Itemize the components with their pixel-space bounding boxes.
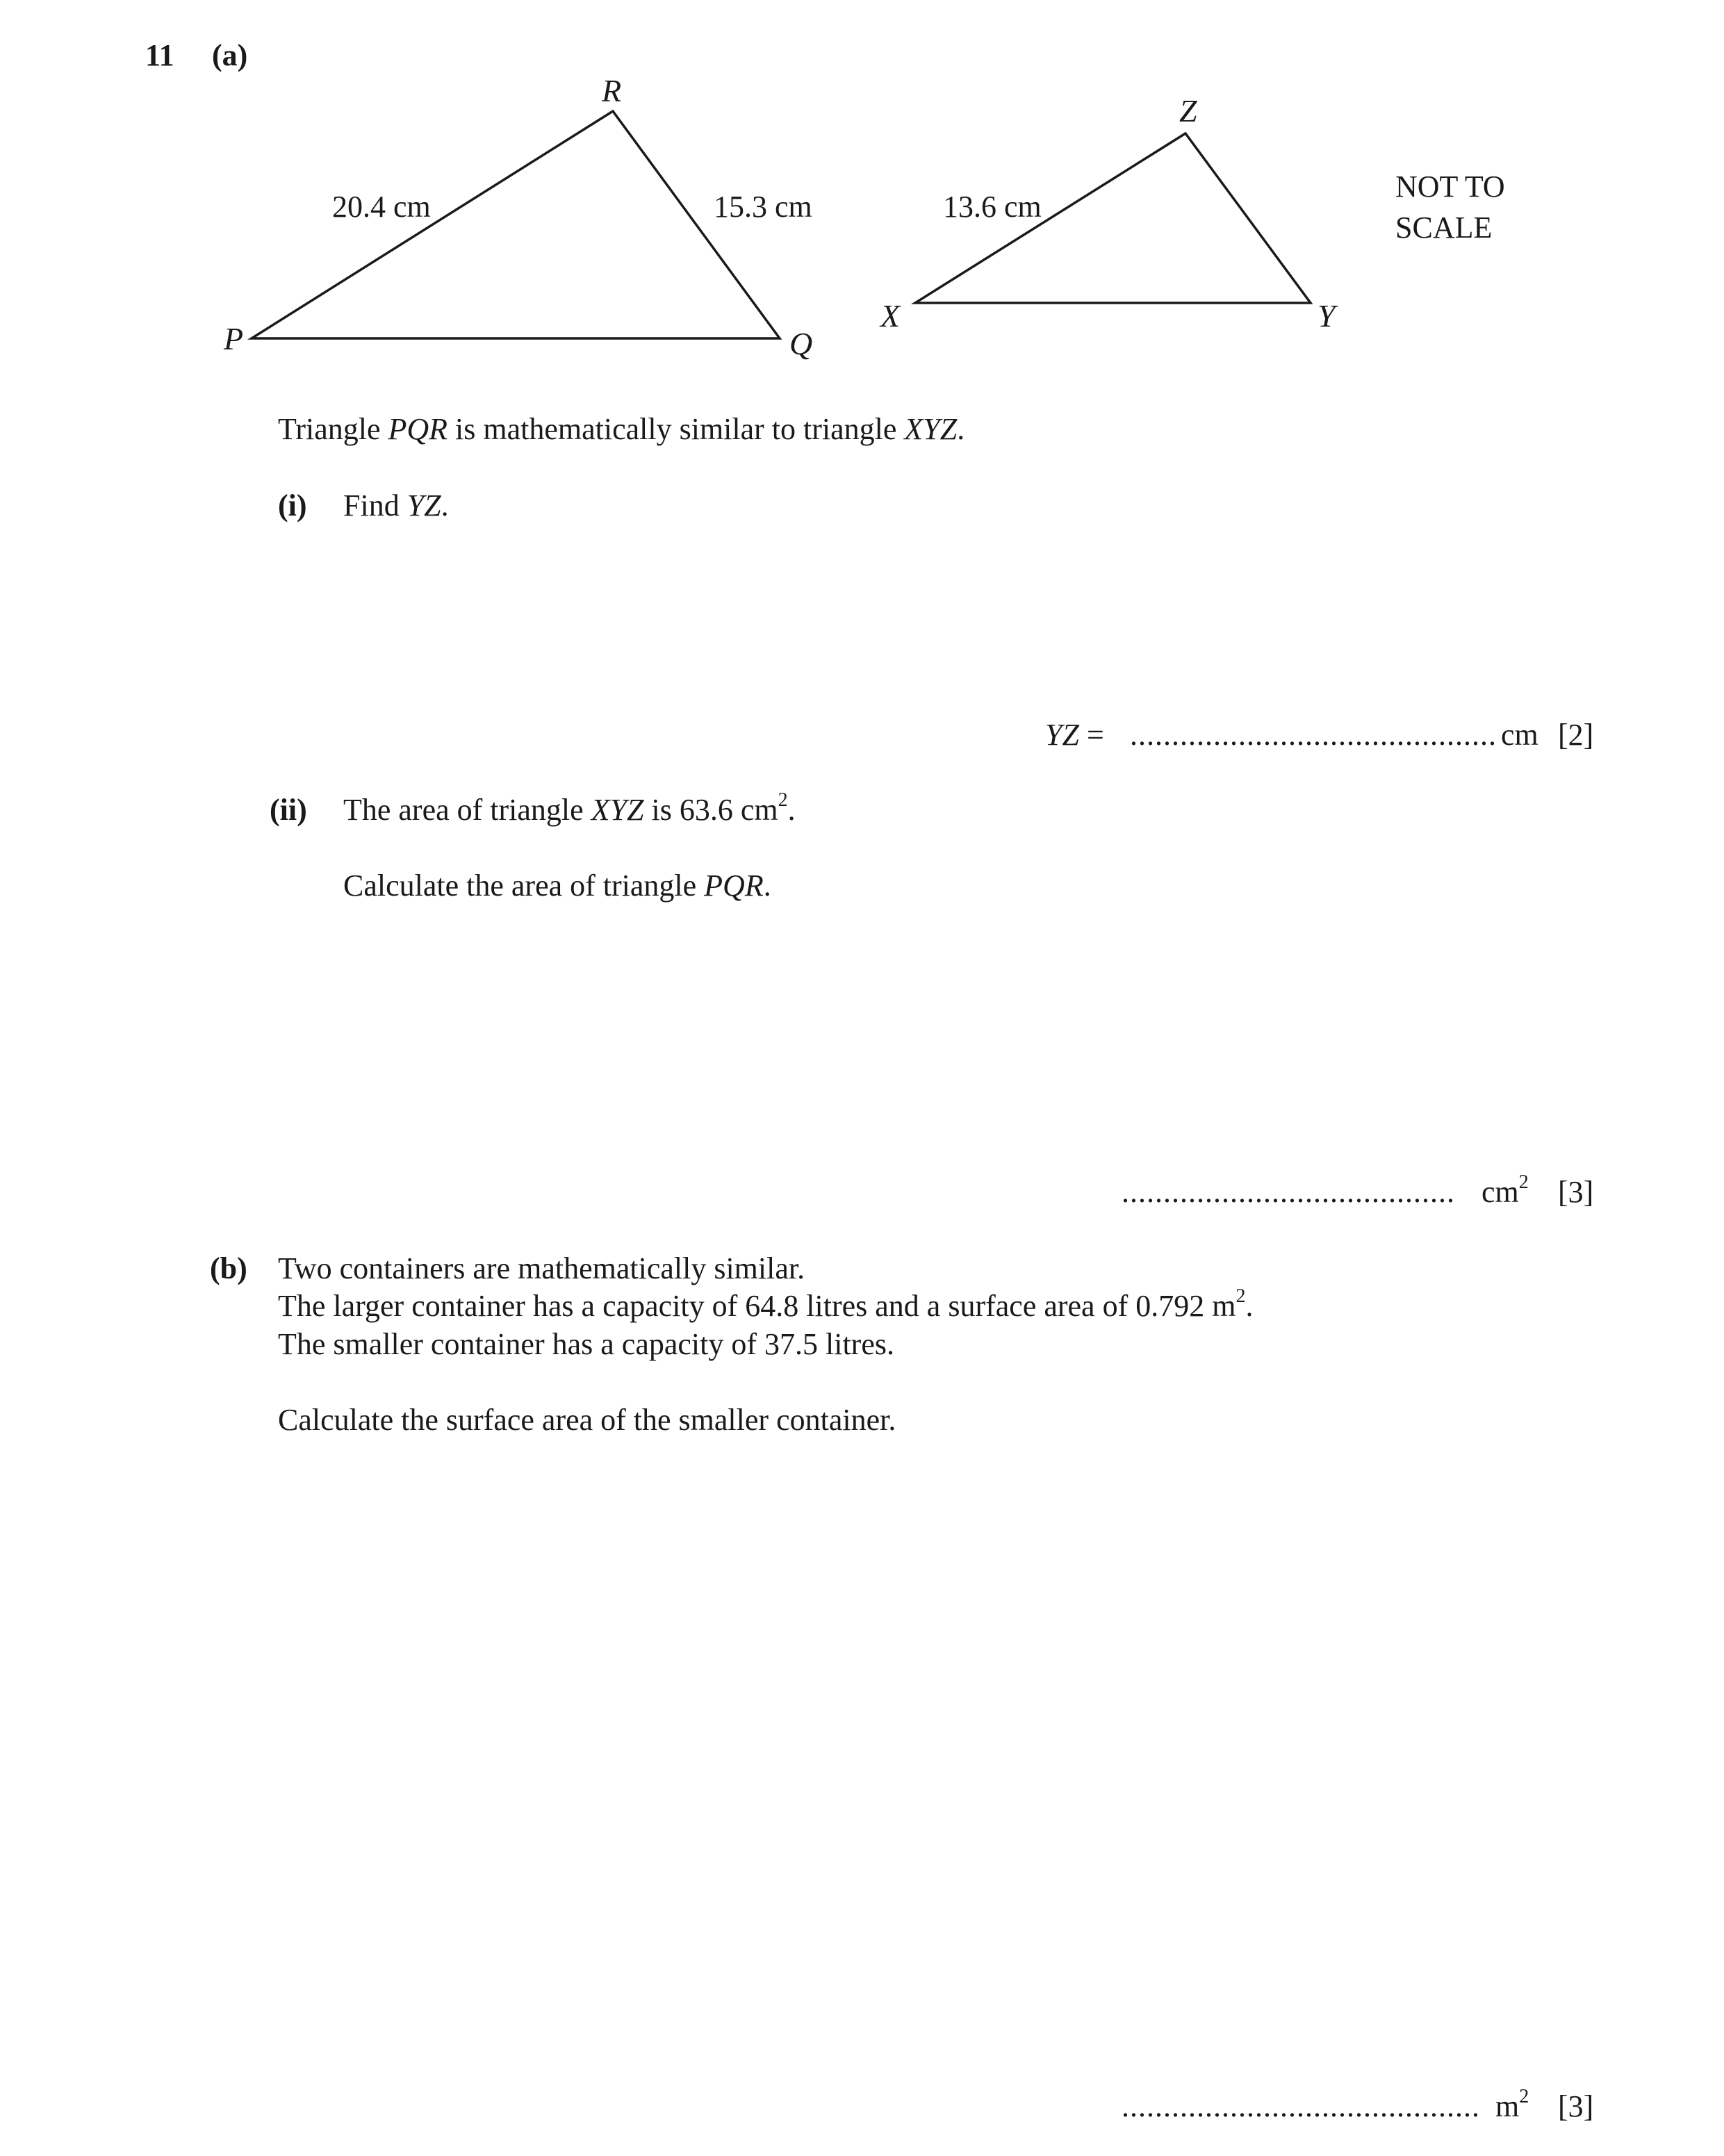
triangle-pqr [252,111,780,338]
part-a-i-answer-prefix: YZ = [1045,718,1104,752]
part-b-line2: The larger container has a capacity of 64.8 litres and a surface area of 0.792 $m^2$. [278,1285,1254,1323]
part-b-answer-unit: $m^2$ [1495,2086,1529,2123]
part-b-answer-field[interactable]: ........................................... [1122,2089,1480,2123]
side-pr-label: 20.4 cm [332,190,431,224]
similar-triangles-diagram [0,0,1724,389]
part-b-line4: Calculate the surface area of the smaller container. [278,1403,896,1437]
part-a-ii-label: (ii) [270,793,307,827]
vertex-y-label: Y [1317,298,1336,334]
part-a-intro: Triangle PQR is mathematically similar to triangle XYZ. [278,412,965,446]
part-a-i-answer-unit: cm [1501,718,1538,752]
part-b-label: (b) [210,1251,247,1285]
vertex-x-label: X [880,298,901,334]
side-qr-label: 15.3 cm [714,190,812,224]
part-a-i-label: (i) [278,488,307,522]
side-xz-label: 13.6 cm [943,190,1042,224]
vertex-z-label: Z [1179,93,1197,129]
part-a-ii-answer-field[interactable]: ........................................ [1122,1175,1455,1209]
part-b-line1: Two containers are mathematically similar. [278,1251,805,1285]
part-a-ii-line2: Calculate the area of triangle PQR. [343,869,771,903]
not-to-scale-line1: NOT TO [1395,170,1505,204]
question-number: 11 [145,38,174,72]
part-a-i-marks: [2] [1558,718,1594,752]
part-a-label: (a) [212,38,248,72]
vertex-p-label: P [224,321,244,356]
part-b-marks: [3] [1558,2089,1594,2123]
vertex-q-label: Q [789,326,813,361]
vertex-r-label: R [602,73,622,108]
part-a-ii-line1: The area of triangle XYZ is 63.6 $cm^2$. [343,789,796,827]
part-b-line3: The smaller container has a capacity of 37.5 litres. [278,1327,894,1361]
part-a-i-answer-field[interactable]: ............................................ [1130,718,1497,752]
part-a-ii-marks: [3] [1558,1175,1594,1209]
part-a-ii-answer-unit: $cm^2$ [1481,1171,1529,1209]
not-to-scale-line2: SCALE [1395,211,1493,245]
part-a-i-question: Find YZ. [343,488,449,522]
